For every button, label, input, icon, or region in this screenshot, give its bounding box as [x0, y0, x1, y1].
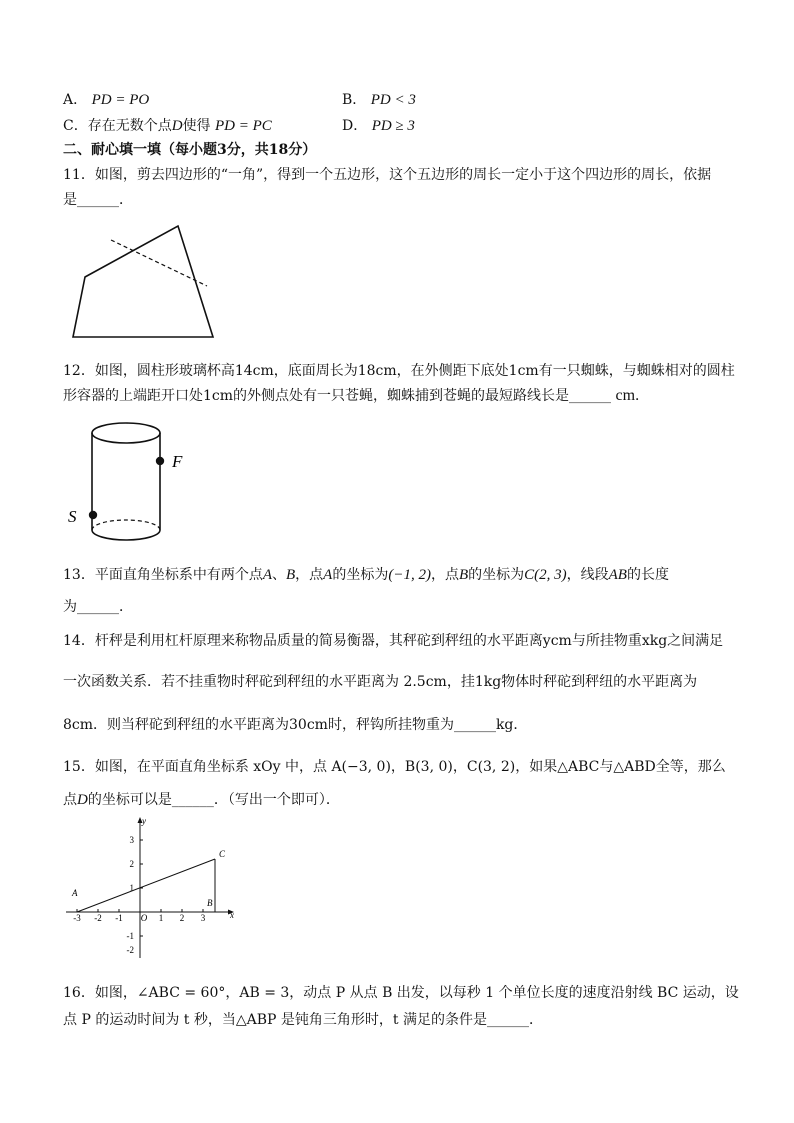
point-c-label: C [219, 849, 226, 859]
q13-var-b2: B [458, 567, 469, 583]
q13-coord-c: C(2, 3) [524, 567, 567, 583]
option-c-var: D [171, 118, 183, 134]
q15-var-d: D [77, 792, 88, 808]
y-tick-label: 3 [129, 835, 134, 845]
option-c-label: C． [63, 118, 88, 134]
origin-label: O [140, 913, 148, 923]
quadrilateral-shape [73, 226, 213, 337]
q13-text-1: 13．平面直角坐标系中有两个点 [63, 567, 263, 583]
x-tick-label: -1 [115, 913, 123, 923]
segment-ac [77, 859, 215, 912]
cylinder-bottom-front [92, 530, 160, 540]
x-tick-label: -2 [94, 913, 102, 923]
option-d [342, 117, 415, 135]
q13-var-a2: A [323, 567, 333, 583]
q15-line1: 15．如图，在平面直角坐标系 xOy 中，点 A(−3, 0)，B(3, 0)，C(3, 2)，如果△ABC与△ABD全等，那么 [63, 759, 726, 775]
q16-line2: 点 P 的运动时间为 t 秒，当△ABP 是钝角三角形时，t 满足的条件是______． [63, 1012, 543, 1028]
x-tick-label: 2 [179, 913, 185, 923]
option-c-pre: 存在无数个点 [87, 118, 172, 134]
q11-line2: 是______． [63, 192, 133, 208]
point-a-label: A [72, 888, 78, 898]
q12-line1: 12．如图，圆柱形玻璃杯高14cm，底面周长为18cm，在外侧距下底处1cm有一只蜘蛛，与蜘蛛相对的圆柱 [63, 363, 735, 379]
q15-line2-pre: 点 [63, 792, 77, 808]
option-a-text: PD = PO [91, 92, 150, 108]
q14-line3: 8cm．则当秤砣到秤纽的水平距离为30cm时，秤钩所挂物重为______kg． [63, 717, 528, 733]
option-c-mid: 使得 [182, 118, 211, 134]
y-tick-label: 1 [129, 883, 134, 893]
option-c-text: PD = PC [215, 118, 272, 134]
q12-cylinder-figure [62, 420, 202, 555]
q13-text-2: ，点 [295, 567, 324, 583]
q14-line1: 14．杆秤是利用杠杆原理来称物品质量的简易衡器，其秤砣到秤纽的水平距离ycm与所挂物重xkg之间满足 [63, 633, 724, 649]
q12-end: ． [635, 388, 650, 404]
q13-line2: 为______． [63, 599, 133, 615]
q13-coord-a: (−1, 2) [388, 567, 431, 583]
section-title: 二、耐心填一填（每小题3分，共18分） [63, 142, 317, 158]
q13-var-b: B [286, 567, 296, 583]
q12-line2-text: 形容器的上端距开口处1cm的外侧点处有一只苍蝇，蜘蛛捕到苍蝇的最短路线长是______ [63, 388, 612, 404]
q13-text-3: 的坐标为 [332, 567, 389, 583]
q13-var-ab: AB [608, 567, 627, 583]
y-tick-label: 2 [129, 859, 134, 869]
option-c [63, 117, 272, 135]
x-tick-label: 3 [200, 913, 206, 923]
q13-text-4: ，点 [430, 567, 459, 583]
option-d-text: PD ≥ 3 [371, 118, 415, 134]
y-tick-label: -1 [126, 931, 134, 941]
y-axis-label: y [142, 816, 146, 826]
q15-line2 [63, 791, 340, 809]
label-f: F [172, 452, 183, 471]
cut-line-dashed [111, 240, 207, 286]
x-axis-label: x [230, 910, 234, 920]
q12-unit: cm [615, 387, 636, 404]
q13-sep: 、 [272, 567, 286, 583]
q16-line1: 16．如图，∠ABC = 60°，AB = 3，动点 P 从点 B 出发，以每秒 1 个单位长度的速度沿射线 BC 运动，设 [63, 985, 739, 1001]
q13-var-a: A [262, 567, 272, 583]
option-b-text: PD < 3 [370, 92, 416, 108]
option-d-label: D． [342, 118, 368, 134]
q12-line2 [63, 387, 649, 405]
q13-line1 [63, 566, 669, 584]
q15-coordinate-graph [62, 812, 242, 960]
option-b [342, 91, 416, 109]
q11-line1: 11．如图，剪去四边形的“一角”，得到一个五边形，这个五边形的周长一定小于这个四边形的周长，依据 [63, 167, 712, 183]
option-a-label: A． [63, 92, 88, 108]
option-a [63, 91, 149, 109]
point-s [89, 511, 97, 519]
q15-line2-post: 的坐标可以是______．（写出一个即可）． [87, 792, 340, 808]
q13-text-6: ，线段 [566, 567, 609, 583]
q14-line2: 一次函数关系．若不挂重物时秤砣到秤纽的水平距离为 2.5cm，挂1kg物体时秤砣到秤纽的水平距离为 [63, 674, 698, 690]
x-tick-label: -3 [73, 913, 81, 923]
x-tick-label: 1 [158, 913, 164, 923]
y-tick-label: -2 [126, 945, 134, 955]
label-s: S [68, 507, 77, 526]
q13-text-5: 的坐标为 [468, 567, 525, 583]
point-b-label: B [207, 898, 213, 908]
q13-text-7: 的长度 [626, 567, 669, 583]
cylinder-bottom-back [92, 520, 160, 530]
cylinder-top [92, 423, 160, 443]
option-b-label: B． [342, 92, 367, 108]
q11-figure [65, 220, 215, 345]
point-f [156, 457, 164, 465]
